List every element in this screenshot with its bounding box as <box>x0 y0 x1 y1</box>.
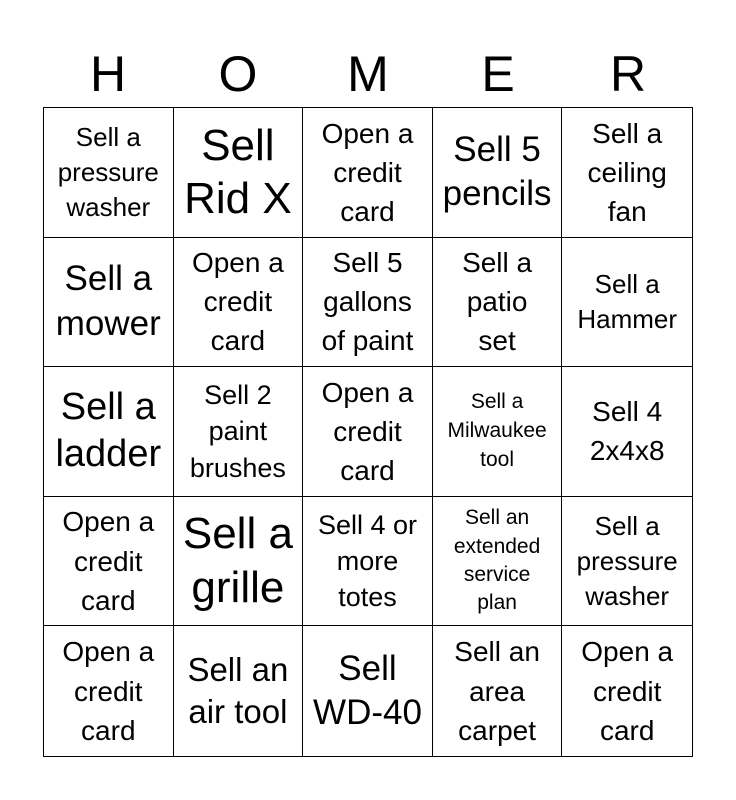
bingo-cell-r2c2[interactable] <box>174 238 304 368</box>
bingo-header <box>43 40 693 108</box>
bingo-cell-r3c1[interactable] <box>44 367 174 497</box>
bingo-cell-r1c3[interactable] <box>303 108 433 238</box>
bingo-cell-text: Open a credit card <box>321 117 414 227</box>
bingo-cell-text: Open a credit card <box>62 506 155 616</box>
bingo-cell-text: Sell an air tool <box>187 651 289 731</box>
bingo-cell-r3c5[interactable] <box>562 367 692 497</box>
bingo-cell-text: Sell a pressure washer <box>576 510 678 611</box>
bingo-cell-r1c4[interactable] <box>433 108 563 238</box>
bingo-cell-r4c2[interactable] <box>174 497 304 627</box>
bingo-cell-r1c5[interactable] <box>562 108 692 238</box>
header-letter-r: R <box>609 46 647 102</box>
bingo-cell-r2c4[interactable] <box>433 238 563 368</box>
bingo-board <box>43 107 693 757</box>
bingo-cell-r1c1[interactable] <box>44 108 174 238</box>
bingo-cell-text: Sell a Hammer <box>577 269 678 334</box>
bingo-cell-r5c5[interactable] <box>562 626 692 756</box>
bingo-cell-r5c1[interactable] <box>44 626 174 756</box>
bingo-cell-text: Sell 5 pencils <box>442 129 552 214</box>
bingo-cell-r2c3[interactable] <box>303 238 433 368</box>
header-letter-h: H <box>89 46 127 102</box>
bingo-cell-text: Sell a ceiling fan <box>587 117 667 227</box>
bingo-cell-r4c1[interactable] <box>44 497 174 627</box>
bingo-cell-r4c3[interactable] <box>303 497 433 627</box>
bingo-cell-r1c2[interactable] <box>174 108 304 238</box>
bingo-cell-r3c2[interactable] <box>174 367 304 497</box>
bingo-cell-text: Open a credit card <box>62 636 155 746</box>
header-letter-e: E <box>481 46 515 102</box>
bingo-cell-text: Sell Rid X <box>184 120 292 224</box>
bingo-cell-text: Sell 5 gallons of paint <box>321 247 414 357</box>
bingo-cell-text: Sell a grille <box>182 509 293 613</box>
header-letter-m: M <box>347 46 389 102</box>
bingo-cell-r3c4[interactable] <box>433 367 563 497</box>
bingo-cell-text: Sell 2 paint brushes <box>189 380 286 483</box>
bingo-cell-text: Open a credit card <box>191 247 284 357</box>
bingo-cell-r5c2[interactable] <box>174 626 304 756</box>
bingo-cell-r5c3[interactable] <box>303 626 433 756</box>
bingo-cell-text: Open a credit card <box>581 636 674 746</box>
bingo-cell-r2c5[interactable] <box>562 238 692 368</box>
bingo-cell-r2c1[interactable] <box>44 238 174 368</box>
bingo-cell-text: Sell 4 2x4x8 <box>589 396 665 467</box>
bingo-cell-text: Sell a patio set <box>462 247 533 357</box>
bingo-cell-text: Sell a ladder <box>55 385 162 476</box>
bingo-cell-text: Sell WD-40 <box>313 648 422 733</box>
bingo-cell-r3c3[interactable] <box>303 367 433 497</box>
header-letter-o: O <box>218 46 258 102</box>
bingo-cell-text: Sell a mower <box>55 259 161 343</box>
bingo-cell-text: Sell an area carpet <box>454 636 540 746</box>
bingo-cell-text: Sell a Milwaukee tool <box>447 390 547 471</box>
bingo-cell-text: Sell 4 or more totes <box>317 509 418 613</box>
bingo-cell-text: Open a credit card <box>321 376 414 487</box>
bingo-cell-r4c5[interactable] <box>562 497 692 627</box>
bingo-cell-text: Sell a pressure washer <box>57 122 159 222</box>
bingo-cell-text: Sell an extended service plan <box>453 506 541 615</box>
bingo-cell-r4c4[interactable] <box>433 497 563 627</box>
bingo-cell-r5c4[interactable] <box>433 626 563 756</box>
